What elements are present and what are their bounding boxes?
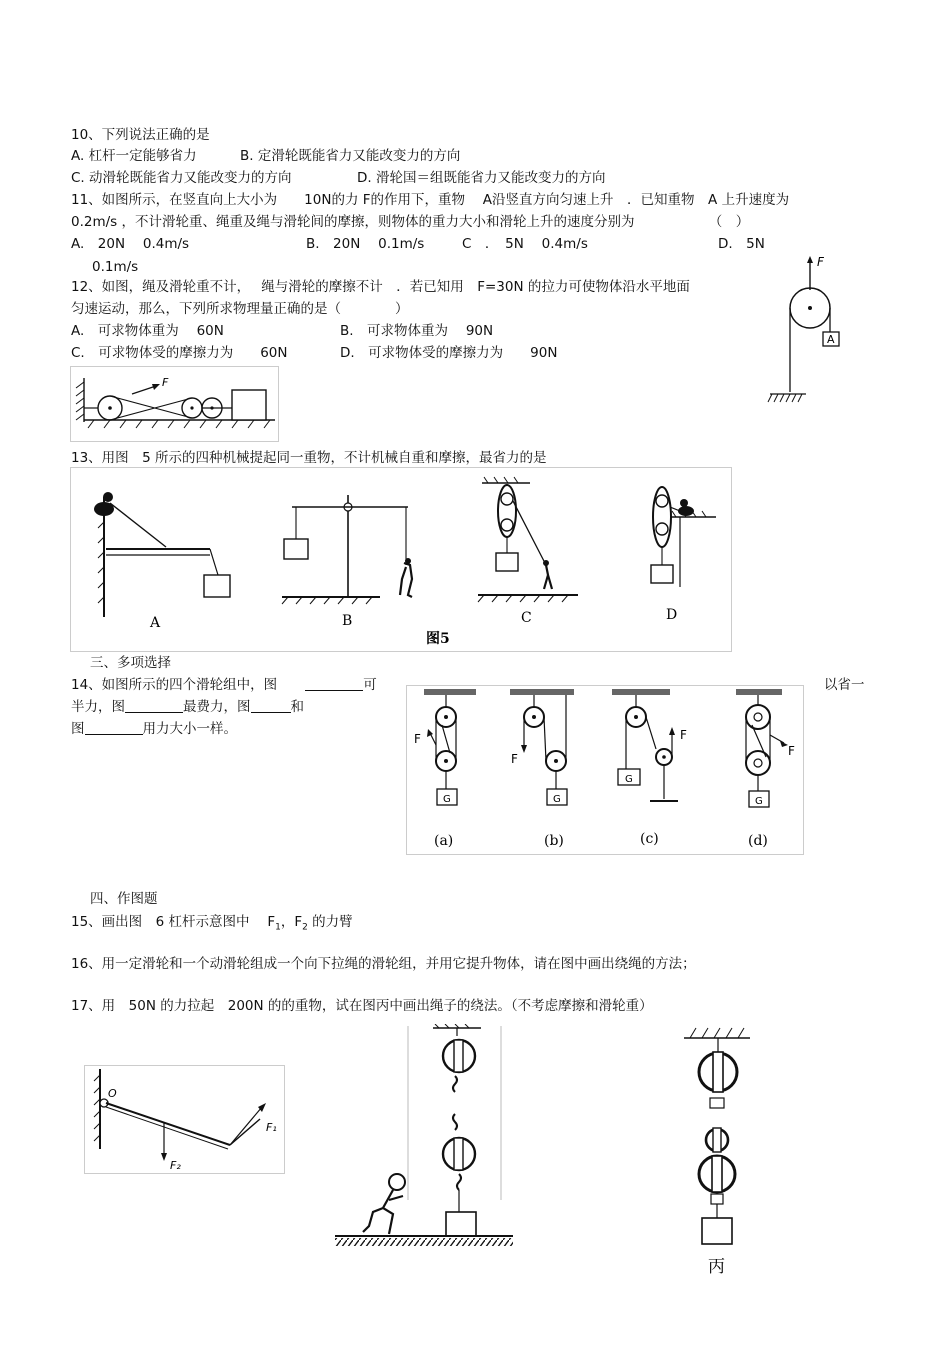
group-c-label: (c): [640, 831, 659, 847]
q11-line2: 0.2m/s ，不计滑轮重、绳重及绳与滑轮间的摩擦，则物体的重力大小和滑轮上升的速度分别为 （ ）: [71, 214, 750, 230]
pivot-o-label: O: [108, 1087, 117, 1100]
figure-6-lever: [84, 1065, 286, 1175]
q13-figure-5: [70, 467, 732, 652]
q11-weight-label: A: [827, 333, 835, 346]
q11-pulley-figure: [762, 252, 842, 407]
group-b-label: (b): [544, 833, 564, 849]
figure-5-caption: 图5: [426, 631, 450, 647]
group-a-label: (a): [434, 833, 454, 849]
mechanism-d-icon: [651, 487, 716, 587]
g-label-b: G: [553, 794, 561, 805]
q15-text: 15、画出图 6 杠杆示意图中 $F_1$，$F_2$ 的力臂: [71, 914, 353, 933]
q10-stem: 10、下列说法正确的是: [71, 127, 210, 143]
g-label-d: G: [755, 796, 763, 807]
q11-option-b: B. 20N 0.1m/s: [306, 236, 425, 252]
q12-force-label: F: [162, 376, 169, 389]
pulley-group-c-icon: [612, 689, 678, 801]
group-d-label: (d): [748, 833, 768, 849]
q12-option-d: D. 可求物体受的摩擦力为 90N: [340, 345, 558, 361]
q10-option-b: B. 定滑轮既能省力又能改变力的方向: [240, 148, 461, 164]
q12-line1: 12、如图，绳及滑轮重不计， 绳与滑轮的摩擦不计 ．若已知用 F=30N 的拉力可使物体沿水平地面: [71, 279, 690, 295]
g-label-c: G: [625, 774, 633, 785]
mechanism-d-label: D: [666, 607, 678, 623]
f2-label: F₂: [170, 1159, 181, 1172]
pulley-group-b-icon: [510, 689, 574, 805]
q14-blank-2[interactable]: [125, 698, 183, 713]
pulley-group-d-icon: [736, 689, 788, 807]
q14-blank-1[interactable]: [305, 676, 363, 691]
mechanism-a-label: A: [150, 615, 161, 631]
q14-pulley-groups-figure: [406, 685, 804, 855]
q11-line1: 11、如图所示，在竖直向上大小为 10N的力 F的作用下，重物 A沿竖直方向匀速上升 ．已知重物 A 上升速度为: [71, 192, 790, 208]
q14-line1: 14、如图所示的四个滑轮组中，图 可: [71, 677, 377, 693]
f1-label: F₁: [266, 1121, 277, 1134]
figure-bing-caption: 丙: [708, 1257, 725, 1277]
q14-line1-end: 以省一: [824, 677, 865, 693]
q12-option-a: A. 可求物体重为 60N: [71, 323, 224, 339]
mechanism-b-label: B: [342, 613, 353, 629]
q10-option-d: D. 滑轮国＝组既能省力又能改变力的方向: [357, 170, 606, 186]
q16-text: 16、用一定滑轮和一个动滑轮组成一个向下拉绳的滑轮组，并用它提升物体，请在图中画出绕绳的方法；: [71, 956, 696, 972]
q14-blank-3[interactable]: [251, 698, 291, 713]
section-4-title: 四、作图题: [90, 891, 158, 907]
q12-option-b: B. 可求物体重为 90N: [340, 323, 494, 339]
f-label-d: F: [788, 744, 795, 758]
q17-text: 17、用 50N 的力拉起 200N 的的重物，试在图丙中画出绳子的绕法。（不考虑摩擦和滑轮重）: [71, 998, 653, 1014]
f-label-a: F: [414, 732, 421, 746]
figure-bing: [676, 1024, 766, 1279]
q16-pulley-figure: [335, 1024, 515, 1254]
q10-option-c: C. 动滑轮既能省力又能改变力的方向: [71, 170, 292, 186]
q14-line2: 半力，图 最费力，图 和: [71, 699, 304, 715]
q10-option-a: A. 杠杆一定能够省力: [71, 148, 197, 164]
mechanism-c-label: C: [521, 610, 532, 626]
mechanism-a-icon: [94, 492, 230, 617]
mechanism-c-icon: [478, 477, 578, 602]
q11-option-d: D. 5N: [718, 236, 765, 252]
q12-pulley-figure: [70, 366, 280, 442]
q12-line2: 匀速运动，那么，下列所求物理量正确的是（ ）: [71, 301, 409, 317]
f-label-b: F: [511, 752, 518, 766]
section-3-title: 三、多项选择: [90, 655, 171, 671]
q14-blank-4[interactable]: [85, 720, 143, 735]
mechanism-b-icon: [282, 495, 412, 604]
q12-option-c: C. 可求物体受的摩擦力为 60N: [71, 345, 288, 361]
q11-option-d-cont: 0.1m/s: [92, 259, 139, 275]
g-label-a: G: [443, 794, 451, 805]
f-label-c: F: [680, 728, 687, 742]
q11-option-a: A. 20N 0.4m/s: [71, 236, 190, 252]
q11-force-label: F: [817, 255, 824, 269]
q14-line3: 图 用力大小一样。: [71, 721, 237, 737]
pulley-group-a-icon: [424, 689, 476, 805]
q13-stem: 13、用图 5 所示的四种机械提起同一重物，不计机械自重和摩擦，最省力的是: [71, 450, 547, 466]
q11-option-c: C ． 5N 0.4m/s: [462, 236, 588, 252]
